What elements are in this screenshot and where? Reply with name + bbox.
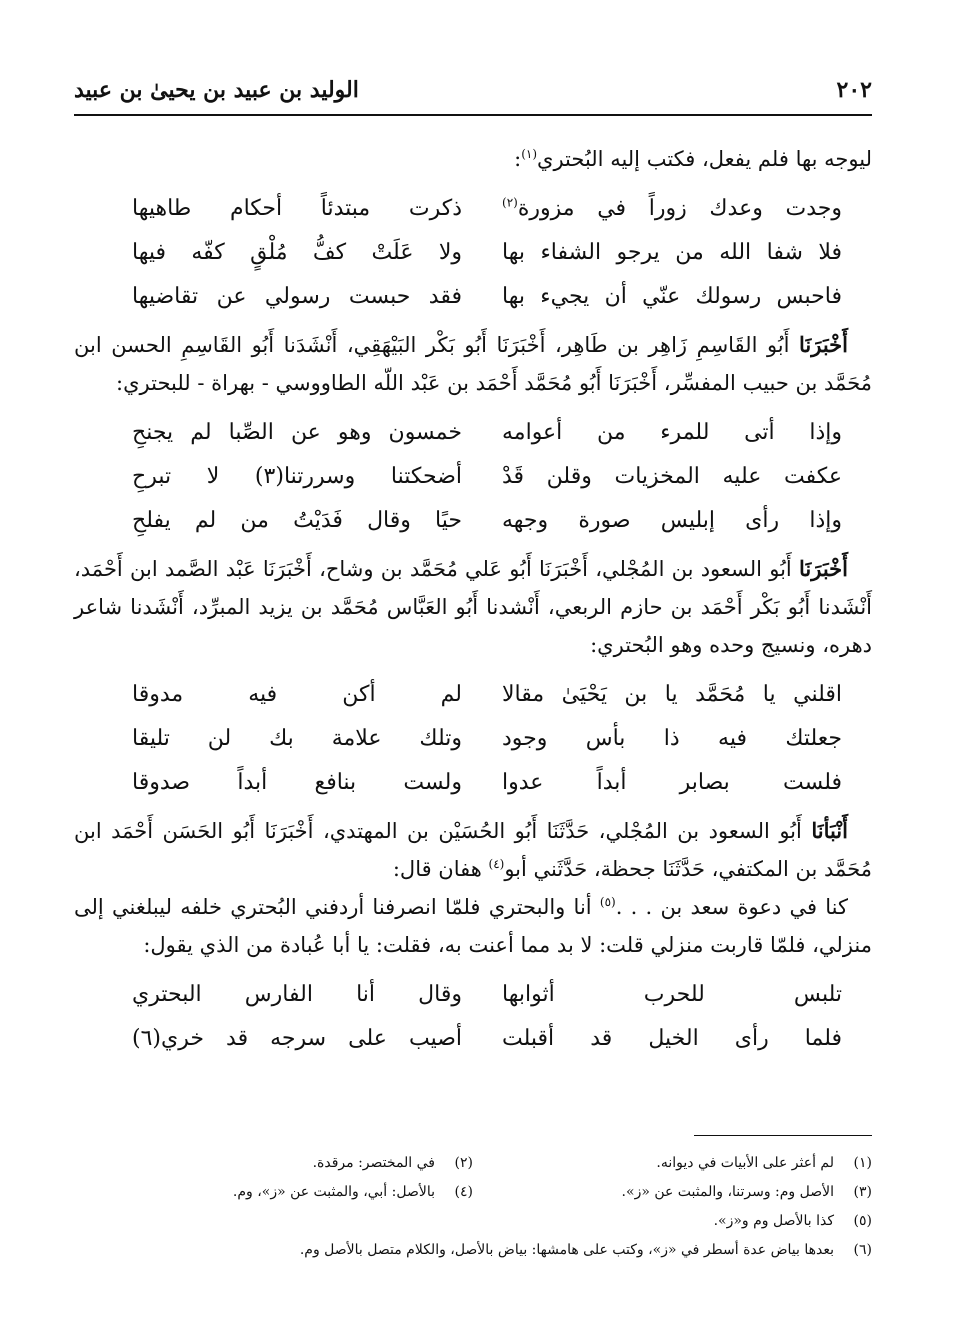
verse-second-hemistich: أصيب على سرجه قد خري(٦) — [132, 1025, 462, 1051]
verse-second-hemistich: لم أكن فيه مدوقا — [132, 681, 462, 707]
lead-word: أَخْبَرَنَا — [799, 332, 848, 357]
header-divider — [74, 114, 872, 116]
paragraph-text-tail: : — [514, 147, 522, 171]
paragraph — [74, 140, 872, 178]
footnote-number: (٥) — [853, 1212, 872, 1229]
verse-second-hemistich: خمسون وهو عن الصِّبا لم يجنحِ — [132, 419, 462, 445]
hemistich-text: جعلتك فيه ذا بأس وجود — [502, 725, 842, 751]
paragraph-text-tail: هفان قال: — [392, 857, 489, 881]
hemistich-text: عكفت عليه المخزيات وقلن قَدْ — [502, 463, 842, 489]
footnote-divider — [694, 1135, 872, 1136]
footnote-number: (١) — [853, 1154, 872, 1171]
page-number: ٢٠٢ — [836, 77, 872, 103]
verse-line — [74, 716, 872, 760]
footnote-row — [74, 1235, 872, 1264]
footnote-text: الأصل وم: وسرتنا، والمثبت عن «ز». — [621, 1183, 834, 1200]
verse-line — [74, 410, 872, 454]
footnote-number: (٣) — [853, 1183, 872, 1200]
hemistich-text: فلا شفا الله من يرجو الشفاء بها — [502, 239, 842, 265]
verse-line — [74, 230, 872, 274]
hemistich-text: اقلني يا مُحَمَّد يا بن يَحْيَىٰ مقالا — [502, 681, 842, 707]
poem — [74, 410, 872, 542]
paragraph-text-tail: أنا والبحتري فلمّا انصرفنا أردفني البُحتري خلفه ليبلغني إلى منزلي، فلمّا قاربت منزلي قلت: لا بد مما أعنت به، فقلت: يا أبا عُبادة من الذي يقول: — [74, 895, 872, 957]
verse-first-hemistich — [502, 770, 872, 795]
footnote-marker: (٢) — [502, 195, 518, 210]
verse-line — [74, 972, 872, 1016]
verse-first-hemistich — [502, 284, 872, 309]
verse-first-hemistich — [502, 508, 872, 533]
verse-second-hemistich: ولا عَلَتْ كفُّ مُلْقٍ كفّه فيها — [132, 239, 462, 265]
poem — [74, 672, 872, 804]
verse-second-hemistich: وتلك علامة بك لن تليقا — [132, 725, 462, 751]
hemistich-text: تلبس للحرب أثوابها — [502, 981, 842, 1007]
footnote-4 — [74, 1184, 473, 1200]
footnote-text: في المختصر: مرقدة. — [312, 1154, 435, 1171]
paragraph — [74, 550, 872, 664]
footnote-row — [74, 1177, 872, 1206]
poem — [74, 972, 872, 1060]
footnote-number: (٤) — [454, 1183, 473, 1200]
verse-line — [74, 186, 872, 230]
footnote-text: بعدها بياض عدة أسطر في «ز»، وكتب على هامشها: بياض بالأصل، والكلام متصل بالأصل وم. — [299, 1241, 834, 1258]
paragraph — [74, 888, 872, 964]
verse-first-hemistich — [502, 726, 872, 751]
verse-second-hemistich: ولست بنافع أبداً صدوقا — [132, 769, 462, 795]
footnote-text: كذا بالأصل وم و«ز». — [713, 1212, 834, 1229]
footnote-5 — [74, 1213, 872, 1229]
verse-first-hemistich — [502, 1026, 872, 1051]
verse-line — [74, 498, 872, 542]
lead-word: أَخْبَرَنَا — [799, 556, 848, 581]
paragraph-text: أَبُو السعود بن المُجْلي، أَخْبَرَنَا أَبُو عَلي مُحَمَّد بن وشاح، أَخْبَرَنَا عَبْد الصَّمد ابن أَحْمَد، أَنْشَدنا أَبُو بَكْر أَحْمَد بن حازم الربعي، أَنْشدنا أَبُو العَبَّاس مُحَمَّد بن يزيد المبرِّد، أَنْشَدنا شاعر دهره، ونسيج وحده وهو البُحتري: — [74, 557, 872, 657]
verse-second-hemistich: وقال أنا الفارس البحتري — [132, 981, 462, 1007]
verse-line — [74, 1016, 872, 1060]
footnote-text: لم أعثر على الأبيات في ديوانه. — [656, 1154, 834, 1171]
paragraph — [74, 812, 872, 888]
paragraph-text: أَبُو السعود بن المُجْلي، حَدَّثَنَا أَبُو الحُسَيْن بن المهتدي، أَخْبَرَنَا أَبُو الحَسَن أَحْمَد ابن مُحَمَّد بن المكتفي، حَدَّثَنَا جحظة، حَدَّثَني أبو — [74, 819, 872, 881]
verse-first-hemistich — [502, 240, 872, 265]
hemistich-text: فاحبس رسولك عنّي أن يجيء بها — [502, 283, 842, 309]
verse-line — [74, 672, 872, 716]
hemistich-text: وإذا رأى إبليس صورة وجهه — [502, 507, 842, 533]
footnote-6 — [74, 1242, 872, 1258]
hemistich-text: فلما رأى الخيل قد أقبلت — [502, 1025, 842, 1051]
paragraph — [74, 326, 872, 402]
paragraph-text: ليوجه بها فلم يفعل، فكتب إليه البُحتري — [537, 147, 872, 171]
verse-line — [74, 274, 872, 318]
paragraph-text: أَبُو القَاسِمِ زَاهِر بن طَاهِر، أَخْبَرَنَا أَبُو بَكْر البَيْهَقِي، أَنْشَدَنا أَبُو القَاسِمِ الحسن ابن مُحَمَّد بن حبيب المفسِّر، أَخْبَرَنَا أَبُو مُحَمَّد أَحْمَد بن عَبْد اللّه الطاووسي - بهراة - للبحتري: — [74, 333, 872, 395]
footnote-number: (٦) — [853, 1241, 872, 1258]
hemistich-text: وإذا أتى للمرء من أعوامه — [502, 419, 842, 445]
footnote-2 — [74, 1155, 473, 1171]
footnote-3 — [473, 1184, 872, 1200]
verse-second-hemistich: أضحكتنا وسررتنا(٣) لا تبرحِ — [132, 463, 462, 489]
hemistich-text: فلست بصابر أبداً عدوا — [502, 769, 842, 795]
verse-first-hemistich — [502, 464, 872, 489]
verse-first-hemistich — [502, 982, 872, 1007]
verse-first-hemistich — [502, 196, 872, 221]
page-header — [74, 70, 872, 110]
running-title: الوليد بن عبيد بن يحيىٰ بن عبيد — [74, 77, 359, 103]
footnote-text: بالأصل: أبي، والمثبت عن «ز»، وم. — [232, 1183, 435, 1200]
verse-second-hemistich: ذكرت مبتدئاً أحكام طاهيها — [132, 195, 462, 221]
footnote-marker: (٤) — [488, 857, 505, 871]
footnote-row — [74, 1206, 872, 1235]
footnote-marker: (٥) — [599, 895, 616, 909]
lead-word: أَنْبَأنَا — [811, 818, 848, 843]
footnote-number: (٢) — [454, 1154, 473, 1171]
verse-line — [74, 454, 872, 498]
verse-first-hemistich — [502, 682, 872, 707]
poem — [74, 186, 872, 318]
paragraph-text: كنا في دعوة سعد بن . . . — [615, 895, 848, 919]
main-text — [74, 140, 872, 1068]
verse-line — [74, 760, 872, 804]
footnote-row — [74, 1148, 872, 1177]
verse-first-hemistich — [502, 420, 872, 445]
verse-second-hemistich: حيًا وقال فَدَيْتُ من لم يفلحِ — [132, 507, 462, 533]
verse-second-hemistich: فقد حبست رسولي عن تقاضيها — [132, 283, 462, 309]
footnotes — [74, 1148, 872, 1264]
footnote-1 — [473, 1155, 872, 1171]
footnote-marker: (١) — [521, 147, 538, 161]
hemistich-text: وجدت وعدك زوراً في مزورة — [517, 195, 842, 221]
